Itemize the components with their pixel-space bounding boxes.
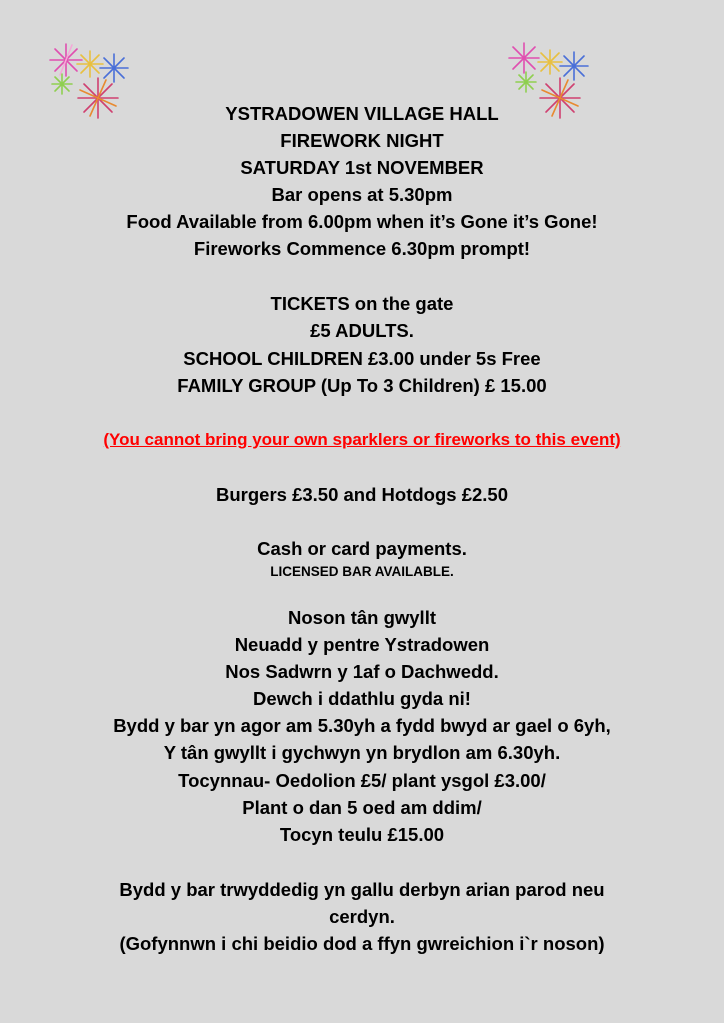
tickets-heading: TICKETS on the gate (270, 293, 454, 314)
event-date: SATURDAY 1st NOVEMBER (240, 157, 484, 178)
welsh-line-1: Noson tân gwyllt (288, 607, 436, 628)
welsh-line-2: Neuadd y pentre Ystradowen (234, 634, 490, 655)
event-name: FIREWORK NIGHT (280, 130, 444, 151)
family-ticket-price: FAMILY GROUP (Up To 3 Children) £ 15.00 (177, 375, 547, 396)
adult-ticket-price: £5 ADULTS. (310, 320, 414, 341)
licensed-bar-notice: LICENSED BAR AVAILABLE. (270, 564, 454, 579)
payment-methods: Cash or card payments. (257, 538, 467, 559)
welsh-line-12: (Gofynnwn i chi beidio dod a ffyn gwreichion i`r noson) (119, 933, 605, 954)
welsh-line-6: Y tân gwyllt i gychwyn yn brydlon am 6.30yh. (163, 742, 561, 763)
venue-title: YSTRADOWEN VILLAGE HALL (225, 103, 499, 124)
food-prices: Burgers £3.50 and Hotdogs £2.50 (216, 484, 508, 505)
welsh-line-9: Tocyn teulu £15.00 (279, 824, 445, 845)
child-ticket-price: SCHOOL CHILDREN £3.00 under 5s Free (183, 348, 541, 369)
welsh-line-8: Plant o dan 5 oed am ddim/ (242, 797, 482, 818)
sparklers-warning: (You cannot bring your own sparklers or fireworks to this event) (103, 430, 621, 449)
bar-opens-text: Bar opens at 5.30pm (271, 184, 453, 205)
food-availability-text: Food Available from 6.00pm when it’s Gone it’s Gone! (126, 211, 598, 232)
welsh-line-5: Bydd y bar yn agor am 5.30yh a fydd bwyd ar gael o 6yh, (113, 715, 611, 736)
welsh-line-11: cerdyn. (329, 906, 395, 927)
fireworks-start-text: Fireworks Commence 6.30pm prompt! (193, 238, 531, 259)
welsh-line-10: Bydd y bar trwyddedig yn gallu derbyn arian parod neu (119, 879, 605, 900)
welsh-line-4: Dewch i ddathlu gyda ni! (253, 688, 471, 709)
welsh-line-3: Nos Sadwrn y 1af o Dachwedd. (225, 661, 499, 682)
welsh-line-7: Tocynnau- Oedolion £5/ plant ysgol £3.00/ (178, 770, 546, 791)
